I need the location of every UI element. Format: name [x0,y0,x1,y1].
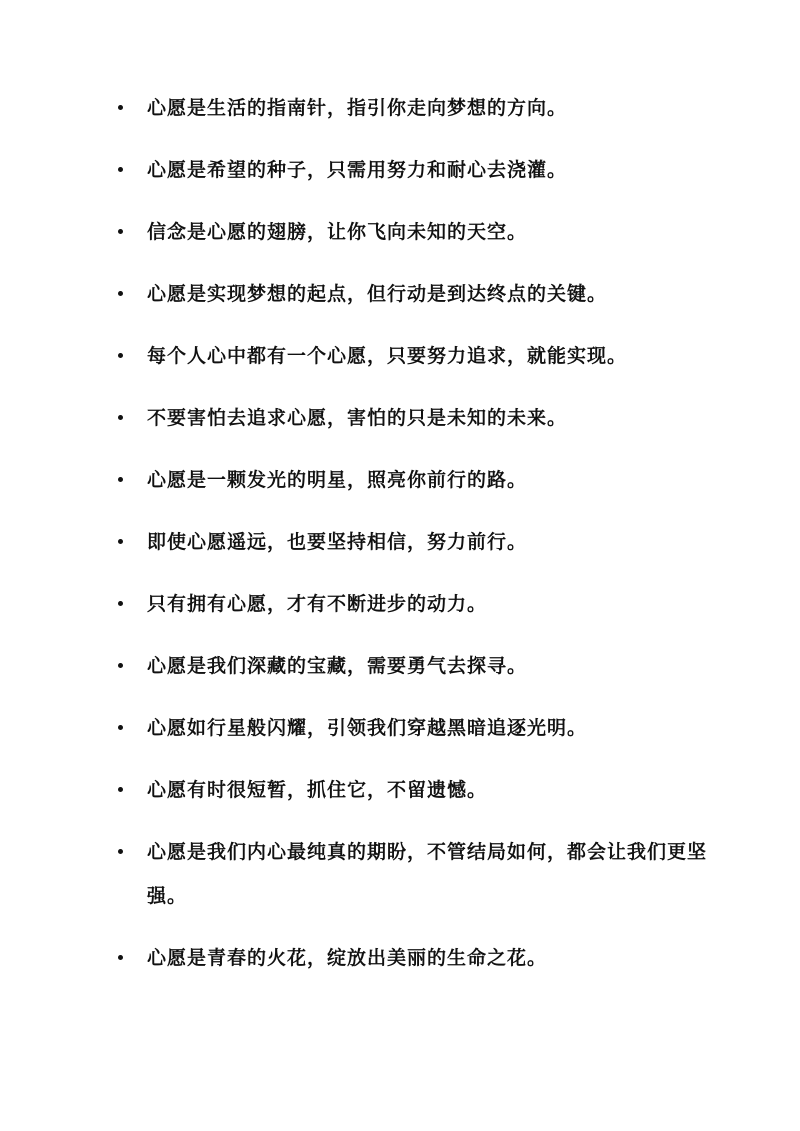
list-item [118,706,708,750]
bullet-icon [118,663,123,668]
list-item-text: 心愿是实现梦想的起点，但行动是到达终点的关键。 [147,283,608,305]
list-item [118,582,708,626]
quote-list [118,86,708,998]
list-item [118,272,708,316]
bullet-icon [118,539,123,544]
bullet-icon [118,229,123,234]
bullet-icon [118,291,123,296]
list-item-text: 心愿有时很短暂，抓住它，不留遗憾。 [147,779,488,801]
list-item [118,520,708,564]
list-item-text: 每个人心中都有一个心愿，只要努力追求，就能实现。 [147,345,628,367]
bullet-icon [118,167,123,172]
bullet-icon [118,725,123,730]
list-item-text: 心愿是我们深藏的宝藏，需要勇气去探寻。 [147,655,528,677]
list-item-text: 只有拥有心愿，才有不断进步的动力。 [147,593,488,615]
list-item-text: 信念是心愿的翅膀，让你飞向未知的天空。 [147,221,528,243]
bullet-icon [118,415,123,420]
list-item-text: 心愿是一颗发光的明星，照亮你前行的路。 [147,469,528,491]
bullet-icon [118,849,123,854]
bullet-icon [118,105,123,110]
bullet-icon [118,353,123,358]
list-item [118,830,708,918]
list-item [118,768,708,812]
bullet-icon [118,787,123,792]
list-item-text: 不要害怕去追求心愿，害怕的只是未知的未来。 [147,407,568,429]
list-item [118,396,708,440]
list-item [118,458,708,502]
list-item-text: 即使心愿遥远，也要坚持相信，努力前行。 [147,531,528,553]
list-item [118,210,708,254]
list-item [118,148,708,192]
list-item [118,644,708,688]
list-item-text: 心愿是青春的火花，绽放出美丽的生命之花。 [147,947,548,969]
list-item-text: 心愿是我们内心最纯真的期盼，不管结局如何，都会让我们更坚强。 [147,841,708,907]
list-item [118,86,708,130]
list-item-text: 心愿如行星般闪耀，引领我们穿越黑暗追逐光明。 [147,717,588,739]
list-item [118,334,708,378]
bullet-icon [118,477,123,482]
list-item [118,936,708,980]
bullet-icon [118,955,123,960]
bullet-icon [118,601,123,606]
list-item-text: 心愿是生活的指南针，指引你走向梦想的方向。 [147,97,568,119]
list-item-text: 心愿是希望的种子，只需用努力和耐心去浇灌。 [147,159,568,181]
